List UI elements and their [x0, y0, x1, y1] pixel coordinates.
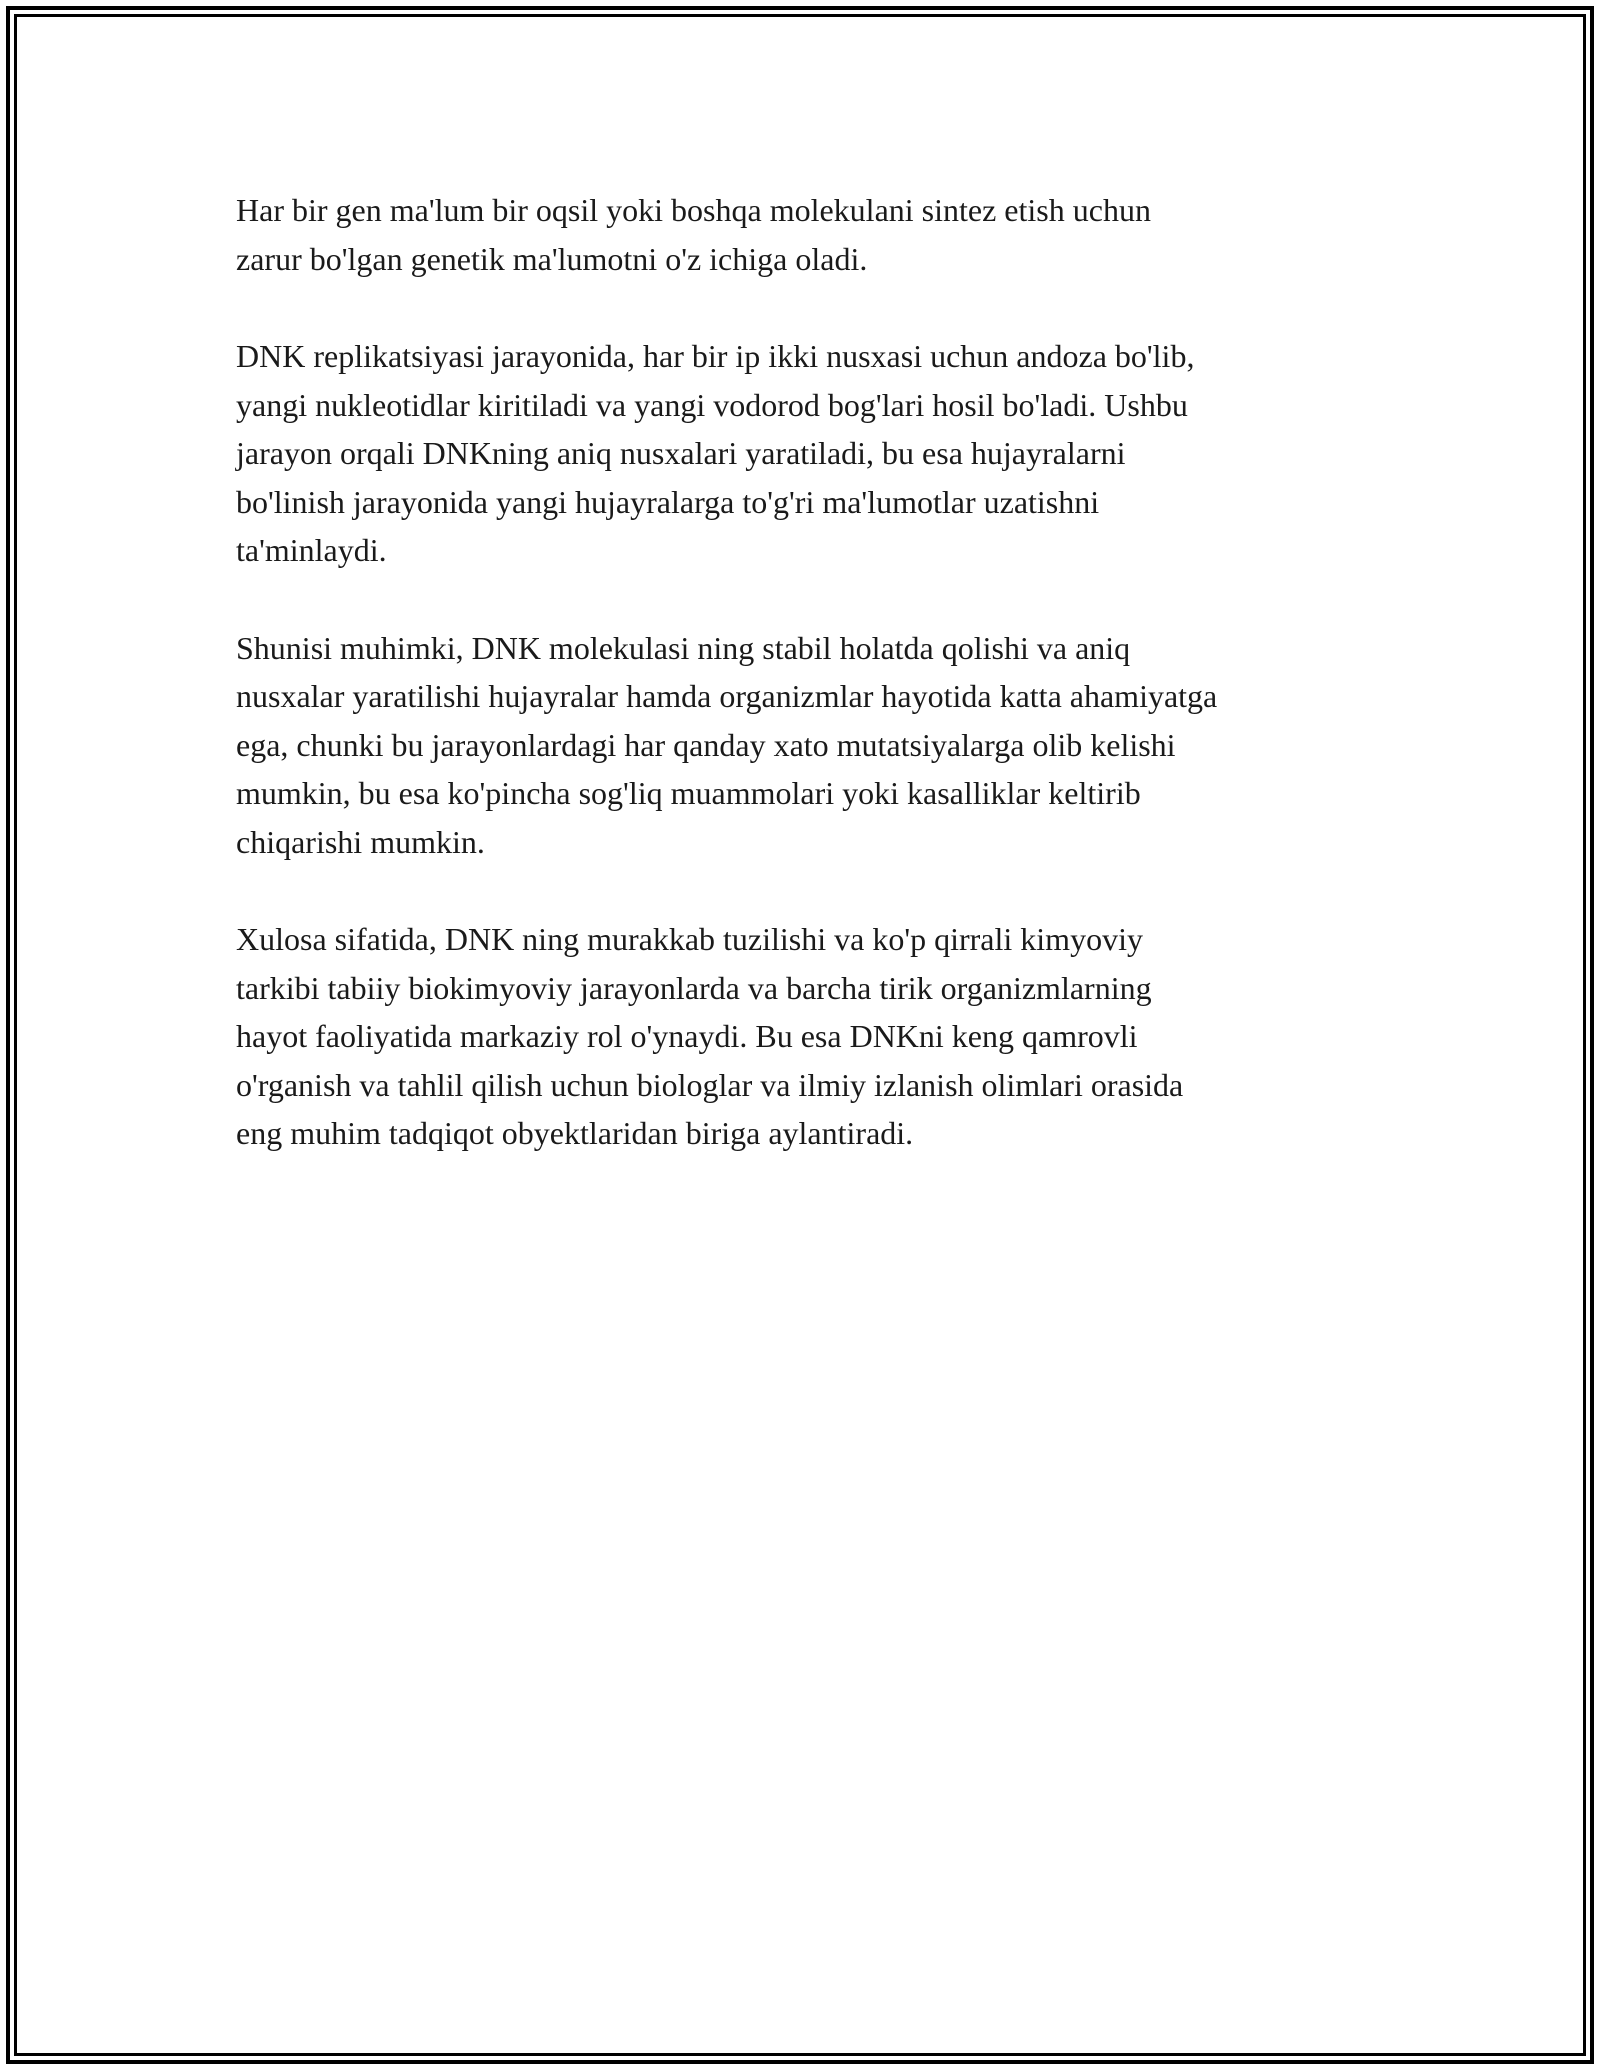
paragraph-dna-replication: DNK replikatsiyasi jarayonida, har bir ip ikki nusxasi uchun andoza bo'lib, yangi nukleotidlar kiritiladi va yangi vodorod bog'lari hosil bo'ladi. Ushbu jarayon orqali DNKning aniq nusxalari yaratiladi, bu esa hujayralarni bo'linish jarayonida yangi hujayralarga to'g'ri ma'lumotlar uzatishni ta'minlaydi. — [236, 338, 1195, 568]
document-body — [236, 186, 1376, 1207]
paragraph-conclusion: Xulosa sifatida, DNK ning murakkab tuzilishi va ko'p qirrali kimyoviy tarkibi tabiiy biokimyoviy jarayonlarda va barcha tirik organizmlarning hayot faoliyatida markaziy rol o'ynaydi. Bu esa DNKni keng qamrovli o'rganish va tahlil qilish uchun biologlar va ilmiy izlanish olimlari orasida eng muhim tadqiqot obyektlaridan biriga aylantiradi. — [236, 921, 1184, 1151]
paragraph-dna-stability: Shunisi muhimki, DNK molekulasi ning stabil holatda qolishi va aniq nusxalar yaratilishi hujayralar hamda organizmlar hayotida katta ahamiyatga ega, chunki bu jarayonlardagi har qanday xato mutatsiyalarga olib kelishi mumkin, bu esa ko'pincha sog'liq muammolari yoki kasalliklar keltirib chiqarishi mumkin. — [236, 629, 1218, 860]
paragraph-gene-definition: Har bir gen ma'lum bir oqsil yoki boshqa molekulani sintez etish uchun zarur bo'lgan genetik ma'lumotni o'z ichiga oladi. — [236, 192, 1151, 277]
